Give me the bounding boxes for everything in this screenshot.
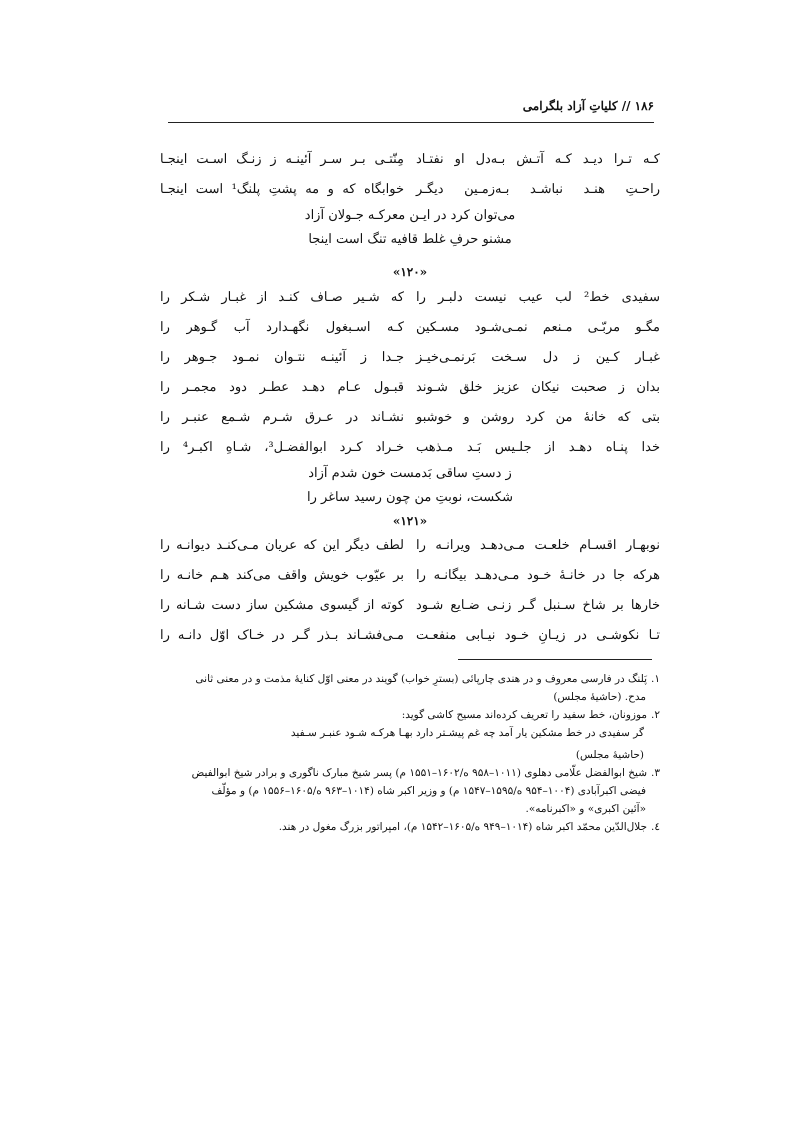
couplet bbox=[160, 283, 660, 313]
hemistich-right: کـه تـرا دیـد کـه آتـش بـه‌دل او نفتـاد bbox=[416, 152, 660, 167]
hemistich-left: نشـاند در عـرق شـرم شـمع عنبـر را bbox=[160, 410, 404, 425]
hemistich-right: سفیدی خط² لب عیب نیست دلبـر را bbox=[416, 290, 661, 305]
running-head: ۱۸۶ // کلیاتِ آزاد بلگرامی bbox=[522, 99, 654, 113]
couplet bbox=[160, 145, 660, 175]
footnote-citation: (حاشیهٔ مجلس) bbox=[575, 749, 644, 761]
couplet bbox=[160, 373, 660, 403]
footnote-continuation: «آئین اکبری» و «اکبرنامه». bbox=[525, 803, 646, 815]
couplet bbox=[160, 591, 660, 621]
footnote-verse: گر سفیدی در خط مشکین یار آمد چه غم پیشـتر دارد بهـا هرکـه شـود عنبـر سـفید bbox=[290, 727, 644, 739]
footnote-1 bbox=[140, 670, 660, 706]
footnote-continuation: مدح. (حاشیهٔ مجلس) bbox=[553, 691, 646, 703]
final-verse-line: شکست، نوبتِ من چون رسید ساغر را bbox=[307, 490, 513, 505]
hemistich-left: بر عیّوب خویش واقف می‌کند هـم خانـه را bbox=[160, 568, 404, 583]
poem-number-121: «۱۲۱» bbox=[392, 514, 428, 528]
footnote-text: پَلنگ در فارسی معروف و در هندی چارپائی (بسترِ خواب) گویند در معنی اوّل کنایهٔ مذمت و در معنی ثانی bbox=[195, 673, 648, 685]
hemistich-left: خـراد کـرد ابوالفضـل³، شـاهِ اکبـر⁴ را bbox=[160, 440, 404, 455]
couplet bbox=[160, 313, 660, 343]
footnotes bbox=[140, 670, 660, 836]
couplet bbox=[160, 343, 660, 373]
footnote-number: ٤. bbox=[651, 821, 660, 833]
footnote-number: ۲. bbox=[651, 709, 660, 721]
footnote-text: شیخ ابوالفضل علّامی دهلوی (۱۰۱۱–۹۵۸ ه/۱۶۰۲–۱۵۵۱ م) پسر شیخ مبارک ناگوری و برادر شیخ ابوالفیض bbox=[191, 767, 648, 779]
final-verse-line: مشنو حرفِ غلط قافیه تنگ است اینجا bbox=[308, 232, 512, 247]
final-verse-line: می‌توان کرد در ایـن معرکـه جـولان آزاد bbox=[304, 208, 516, 223]
footnote-4 bbox=[140, 818, 660, 836]
hemistich-right: تـا نکوشـی در زیـانِ خـود نیـابی منفعـت bbox=[416, 628, 660, 643]
footnote-text: موزونان، خط سفید را تعریف کرده‌اند مسیح کاشی گوید: bbox=[401, 709, 648, 721]
hemistich-left: کـه اسـبغول نگهـدارد آب گـوهر را bbox=[160, 320, 404, 335]
poem-continuation bbox=[160, 145, 660, 253]
hemistich-left: قبـول عـام دهـد عطـر دود مجمـر را bbox=[160, 380, 404, 395]
footnote-number: ۳. bbox=[651, 767, 660, 779]
couplet bbox=[160, 561, 660, 591]
footnote-divider bbox=[458, 659, 652, 660]
hemistich-left: خوابگاه که و مه پشتِ پلنگ¹ است اینجـا bbox=[160, 182, 404, 197]
hemistich-left: که شـیر صـاف کنـد از غبـار شـکر را bbox=[160, 290, 404, 305]
hemistich-right: بتی که خانهٔ من کرد روشن و خوشبو bbox=[416, 410, 660, 425]
footnote-2 bbox=[140, 706, 660, 764]
couplet bbox=[160, 175, 660, 205]
hemistich-right: غبـار کـین ز دل سـخت بَرنمـی‌خیـز bbox=[416, 350, 660, 365]
hemistich-left: لطف دیگر این که عریان مـی‌کنـد دیوانـه را bbox=[160, 538, 404, 553]
footnote-text: جلال‌الدّین محمّد اکبر شاه (۱۰۱۴–۹۴۹ ه/۱۶۰۵–۱۵۴۲ م)، امپراتور بزرگ مغول در هند. bbox=[278, 821, 648, 833]
hemistich-left: جـدا ز آئینـه نتـوان نمـود جـوهر را bbox=[160, 350, 404, 365]
hemistich-right: بدان ز صحبت نیکان عزیز خلق شـوند bbox=[416, 380, 660, 395]
footnote-number: ۱. bbox=[651, 673, 660, 685]
couplet bbox=[160, 621, 660, 651]
hemistich-left: مِنّتـی بـر سـر آئینـه ز زنـگ اسـت اینجـا bbox=[160, 152, 404, 167]
hemistich-left: مـی‌فشـاند بـذر گـر در خـاک اوّل دانـه را bbox=[160, 628, 404, 643]
poem-120 bbox=[160, 283, 660, 511]
poem-number-120: «۱۲۰» bbox=[392, 265, 428, 279]
couplet bbox=[160, 531, 660, 561]
hemistich-right: نوبهـار اقسـام خلعـت مـی‌دهـد ویرانـه را bbox=[416, 538, 660, 553]
hemistich-right: راحـتِ هنـد نباشـد بـه‌زمـین دیگـر bbox=[416, 182, 660, 197]
final-verse-line: ز دستِ ساقی بَدمست خون شدم آزاد bbox=[308, 466, 512, 481]
footnote-3 bbox=[140, 764, 660, 818]
poem-121 bbox=[160, 531, 660, 651]
hemistich-right: هرکه جا در خانـهٔ خـود مـی‌دهـد بیگانـه را bbox=[416, 568, 660, 583]
hemistich-left: کوته از گیسوی مشکین ساز دست شـانه را bbox=[160, 598, 404, 613]
couplet bbox=[160, 403, 660, 433]
hemistich-right: مگـو مربّـی مـنعم نمـی‌شـود مسـکین bbox=[416, 320, 660, 335]
hemistich-right: خدا پنـاه دهـد از جلـیس بَـد مـذهب bbox=[416, 440, 660, 455]
couplet bbox=[160, 433, 660, 463]
page-header bbox=[168, 98, 654, 123]
hemistich-right: خارها بر شاخ سـنبل گـر زنـی ضـایع شـود bbox=[416, 598, 660, 613]
footnote-continuation: فیضی اکبرآبادی (۱۰۰۴–۹۵۴ ه/۱۵۹۵–۱۵۴۷ م) و وزیر اکبر شاه (۱۰۱۴–۹۶۳ ه/۱۶۰۵–۱۵۵۶ م) و مؤلّف bbox=[211, 785, 646, 797]
